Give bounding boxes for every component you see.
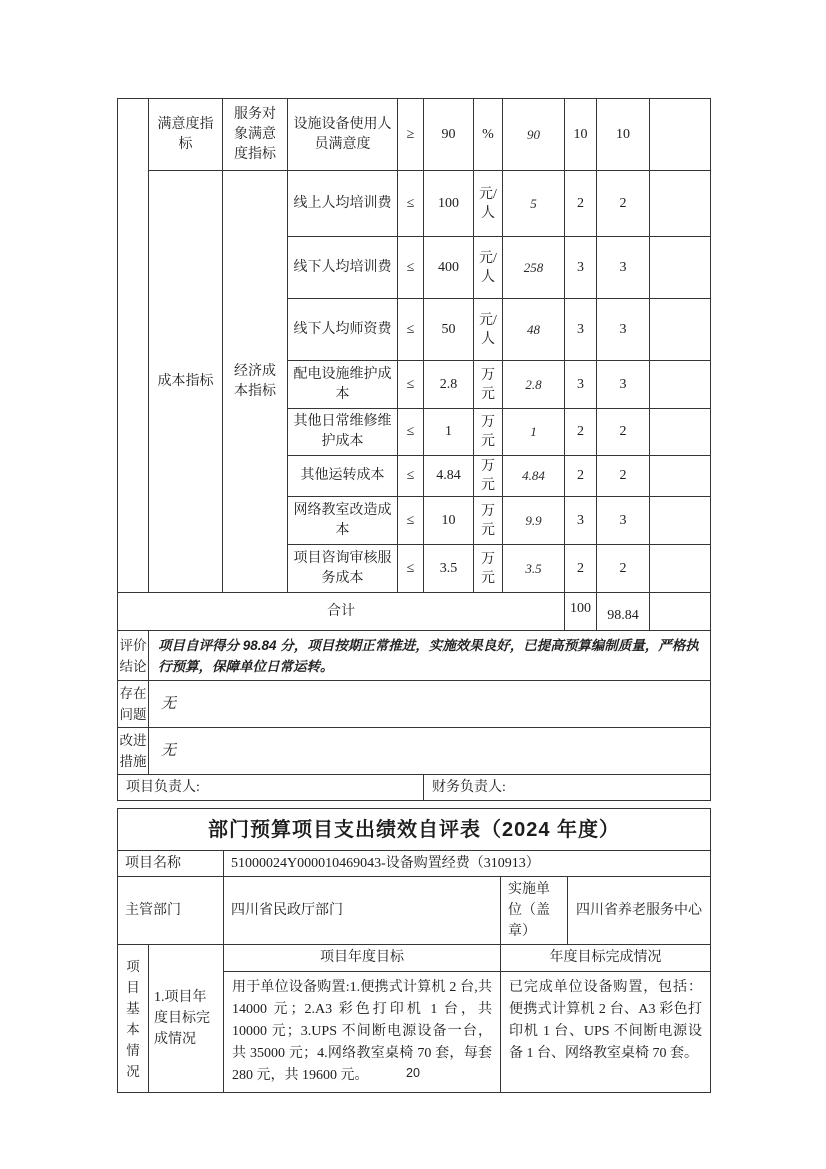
- points-cell: 3: [565, 361, 597, 409]
- indicator-category-cell: 满意度指标: [149, 99, 223, 171]
- points-cell: 10: [565, 99, 597, 171]
- department-label: 主管部门: [118, 877, 224, 945]
- department-value: 四川省民政厅部门: [224, 877, 501, 945]
- blank-cell: [650, 593, 711, 631]
- operator-cell: ≤: [398, 545, 424, 593]
- page-number: 20: [406, 1066, 420, 1080]
- actual-value-cell: 2.8: [503, 361, 565, 409]
- problems-text: 无: [149, 681, 711, 728]
- unit-cell: 元/人: [474, 299, 503, 361]
- points-cell: 3: [565, 497, 597, 545]
- indicator-name-cell: 项目咨询审核服务成本: [288, 545, 398, 593]
- unit-cell: %: [474, 99, 503, 171]
- project-name-row: [118, 851, 711, 877]
- target-value-cell: 1: [424, 409, 474, 456]
- score-cell: 2: [597, 545, 650, 593]
- actual-value-cell: 90: [503, 99, 565, 171]
- indicator-row: [118, 171, 711, 237]
- blank-cell: [650, 99, 711, 171]
- annual-goal-text: 用于单位设备购置:1.便携式计算机 2 台,共 14000 元；2.A3 彩色打印机 1 台，共 10000 元；3.UPS 不间断电源设备一台，共 35000 元；4.网络教室桌椅 70 套，每套 280 元，共 19600 元。: [224, 972, 501, 1093]
- blank-cell: [650, 361, 711, 409]
- goal-completion-row-label: 1.项目年度目标完成情况: [149, 945, 224, 1093]
- indicator-category-cell: 成本指标: [149, 171, 223, 593]
- unit-cell: 万元: [474, 361, 503, 409]
- indicator-name-cell: 设施设备使用人员满意度: [288, 99, 398, 171]
- target-value-cell: 90: [424, 99, 474, 171]
- project-name-value: 51000024Y000010469043-设备购置经费（310913）: [224, 851, 711, 877]
- unit-cell: 万元: [474, 456, 503, 497]
- total-points-cell: 100: [565, 593, 597, 631]
- operator-cell: ≤: [398, 456, 424, 497]
- project-lead-signature: 项目负责人:: [118, 775, 424, 801]
- blank-cell: [650, 237, 711, 299]
- improvement-row: [118, 728, 711, 775]
- department-row: [118, 877, 711, 945]
- indicator-name-cell: 线下人均师资费: [288, 299, 398, 361]
- operator-cell: ≤: [398, 361, 424, 409]
- total-row: [118, 593, 711, 631]
- operator-cell: ≤: [398, 409, 424, 456]
- score-cell: 10: [597, 99, 650, 171]
- operator-cell: ≤: [398, 237, 424, 299]
- score-cell: 2: [597, 171, 650, 237]
- unit-cell: 万元: [474, 409, 503, 456]
- score-cell: 2: [597, 409, 650, 456]
- indicator-name-cell: 其他日常维修维护成本: [288, 409, 398, 456]
- unit-cell: 万元: [474, 545, 503, 593]
- indicator-name-cell: 网络教室改造成本: [288, 497, 398, 545]
- actual-value-cell: 9.9: [503, 497, 565, 545]
- improvement-text: 无: [149, 728, 711, 775]
- improvement-label: 改进措施: [118, 728, 149, 775]
- points-cell: 3: [565, 237, 597, 299]
- points-cell: 2: [565, 456, 597, 497]
- indicator-name-cell: 其他运转成本: [288, 456, 398, 497]
- operator-cell: ≥: [398, 99, 424, 171]
- finance-lead-signature: 财务负责人:: [424, 775, 711, 801]
- indicator-row: [118, 99, 711, 171]
- conclusion-text: 项目自评得分 98.84 分，项目按期正常推进，实施效果良好，已提高预算编制质量，严格执行预算，保障单位日常运转。: [149, 631, 711, 681]
- blank-cell: [650, 497, 711, 545]
- total-label: 合计: [118, 593, 565, 631]
- unit-cell: 元/人: [474, 171, 503, 237]
- blank-cell: [650, 456, 711, 497]
- indicator-name-cell: 配电设施维护成本: [288, 361, 398, 409]
- title-row: [118, 809, 711, 851]
- score-cell: 3: [597, 361, 650, 409]
- points-cell: 2: [565, 409, 597, 456]
- self-eval-table: [117, 808, 711, 1093]
- goal-header-row: [118, 945, 711, 972]
- score-cell: 3: [597, 497, 650, 545]
- conclusion-row: [118, 631, 711, 681]
- actual-value-cell: 258: [503, 237, 565, 299]
- score-cell: 3: [597, 299, 650, 361]
- table-title: 部门预算项目支出绩效自评表（2024 年度）: [118, 809, 711, 851]
- implementing-unit-label: 实施单位（盖章）: [501, 877, 568, 945]
- indicator-subcategory-cell: 经济成本指标: [223, 171, 288, 593]
- blank-cell: [650, 409, 711, 456]
- signature-row: [118, 775, 711, 801]
- unit-cell: 元/人: [474, 237, 503, 299]
- operator-cell: ≤: [398, 299, 424, 361]
- target-value-cell: 2.8: [424, 361, 474, 409]
- conclusion-label: 评价结论: [118, 631, 149, 681]
- score-cell: 2: [597, 456, 650, 497]
- problems-label: 存在问题: [118, 681, 149, 728]
- indicator-subcategory-cell: 服务对象满意度指标: [223, 99, 288, 171]
- blank-cell: [650, 171, 711, 237]
- scoring-table: [117, 98, 711, 801]
- goal-completion-header: 年度目标完成情况: [501, 945, 711, 972]
- target-value-cell: 100: [424, 171, 474, 237]
- actual-value-cell: 4.84: [503, 456, 565, 497]
- annual-goal-header: 项目年度目标: [224, 945, 501, 972]
- blank-cell: [650, 545, 711, 593]
- target-value-cell: 3.5: [424, 545, 474, 593]
- actual-value-cell: 48: [503, 299, 565, 361]
- left-margin-cell: [118, 99, 149, 593]
- indicator-name-cell: 线下人均培训费: [288, 237, 398, 299]
- unit-cell: 万元: [474, 497, 503, 545]
- target-value-cell: 4.84: [424, 456, 474, 497]
- basic-info-label: 项目基本情况: [118, 945, 149, 1093]
- problems-row: [118, 681, 711, 728]
- implementing-unit-value: 四川省养老服务中心: [568, 877, 711, 945]
- goal-completion-text: 已完成单位设备购置，包括：便携式计算机 2 台、A3 彩色打印机 1 台、UPS 不间断电源设备 1 台、网络教室桌椅 70 套。: [501, 972, 711, 1093]
- operator-cell: ≤: [398, 171, 424, 237]
- total-score-cell: 98.84: [597, 593, 650, 631]
- actual-value-cell: 5: [503, 171, 565, 237]
- blank-cell: [650, 299, 711, 361]
- project-name-label: 项目名称: [118, 851, 224, 877]
- points-cell: 2: [565, 171, 597, 237]
- operator-cell: ≤: [398, 497, 424, 545]
- target-value-cell: 10: [424, 497, 474, 545]
- actual-value-cell: 1: [503, 409, 565, 456]
- target-value-cell: 400: [424, 237, 474, 299]
- score-cell: 3: [597, 237, 650, 299]
- actual-value-cell: 3.5: [503, 545, 565, 593]
- points-cell: 2: [565, 545, 597, 593]
- target-value-cell: 50: [424, 299, 474, 361]
- points-cell: 3: [565, 299, 597, 361]
- indicator-name-cell: 线上人均培训费: [288, 171, 398, 237]
